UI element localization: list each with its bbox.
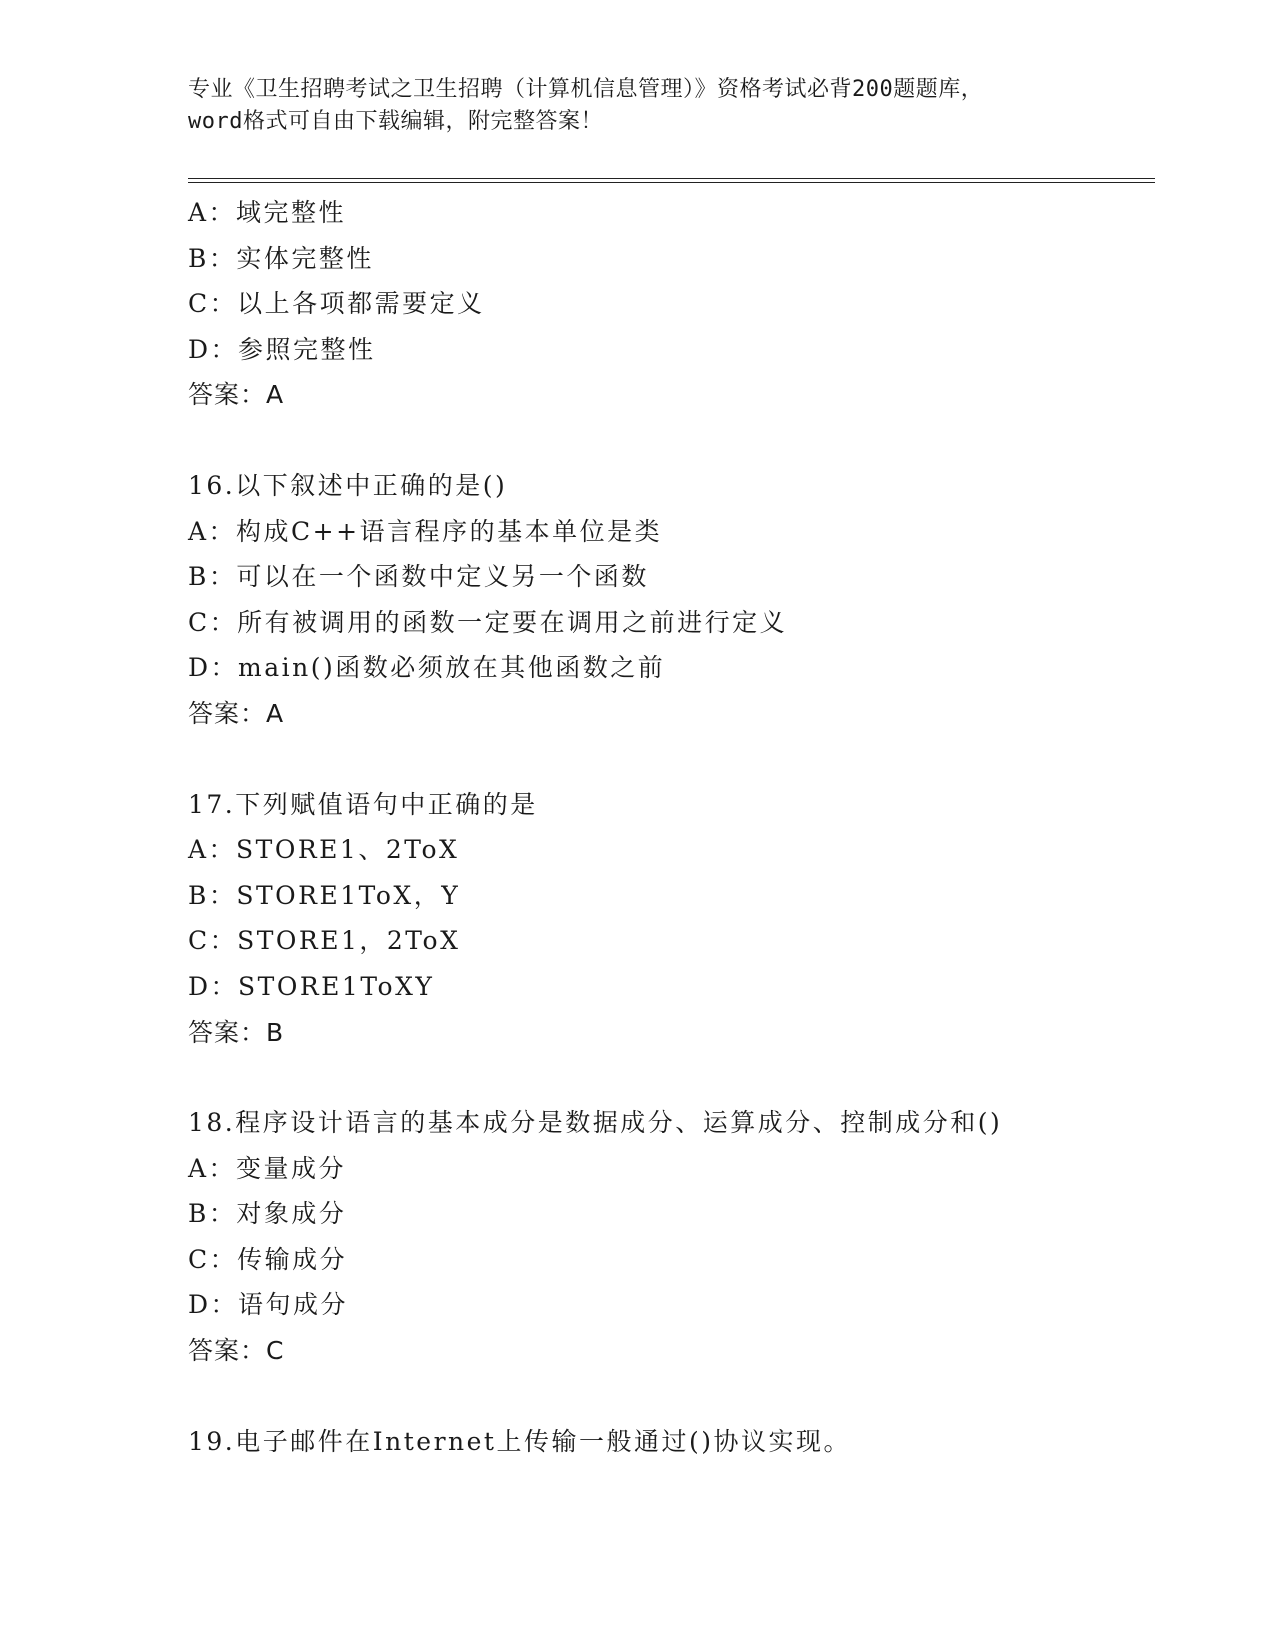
option-b: B：实体完整性 xyxy=(188,243,374,273)
question-text: 16.以下叙述中正确的是() xyxy=(188,470,508,500)
answer-line: 答案：A xyxy=(188,380,285,410)
option-d: D：语句成分 xyxy=(188,1290,349,1320)
option-a: A：变量成分 xyxy=(188,1153,347,1183)
option-c: C：以上各项都需要定义 xyxy=(188,289,485,319)
option-d: D：参照完整性 xyxy=(188,334,376,364)
question-block-16 xyxy=(188,463,1148,737)
header-divider xyxy=(188,178,1155,183)
question-block-19 xyxy=(188,1419,1148,1465)
document-header xyxy=(188,74,1108,138)
header-title-line-2: word格式可自由下载编辑，附完整答案！ xyxy=(188,109,603,134)
question-text: 19.电子邮件在Internet上传输一般通过()协议实现。 xyxy=(188,1426,851,1456)
spacer xyxy=(188,418,1148,463)
question-block-17 xyxy=(188,782,1148,1056)
option-a: A：STORE1、2ToX xyxy=(188,835,460,865)
spacer xyxy=(188,1374,1148,1419)
question-block-18 xyxy=(188,1100,1148,1374)
answer-line: 答案：A xyxy=(188,698,285,728)
question-block-15 xyxy=(188,190,1148,418)
question-text: 17.下列赋值语句中正确的是 xyxy=(188,789,538,819)
header-title-line-1: 专业《卫生招聘考试之卫生招聘（计算机信息管理）》资格考试必背200题题库， xyxy=(188,77,984,102)
option-a: A：构成C++语言程序的基本单位是类 xyxy=(188,516,663,546)
spacer xyxy=(188,1055,1148,1100)
answer-line: 答案：C xyxy=(188,1336,285,1366)
option-b: B：STORE1ToX，Y xyxy=(188,880,461,910)
option-d: D：main()函数必须放在其他函数之前 xyxy=(188,653,666,683)
option-c: C：STORE1，2ToX xyxy=(188,926,461,956)
question-text: 18.程序设计语言的基本成分是数据成分、运算成分、控制成分和() xyxy=(188,1108,1003,1138)
option-b: B：对象成分 xyxy=(188,1199,347,1229)
spacer xyxy=(188,737,1148,782)
option-a: A：域完整性 xyxy=(188,198,347,227)
question-list xyxy=(188,190,1148,1464)
option-d: D：STORE1ToXY xyxy=(188,971,435,1001)
option-c: C：所有被调用的函数一定要在调用之前进行定义 xyxy=(188,607,788,637)
answer-line: 答案：B xyxy=(188,1017,285,1047)
option-b: B：可以在一个函数中定义另一个函数 xyxy=(188,562,649,592)
option-c: C：传输成分 xyxy=(188,1244,348,1274)
